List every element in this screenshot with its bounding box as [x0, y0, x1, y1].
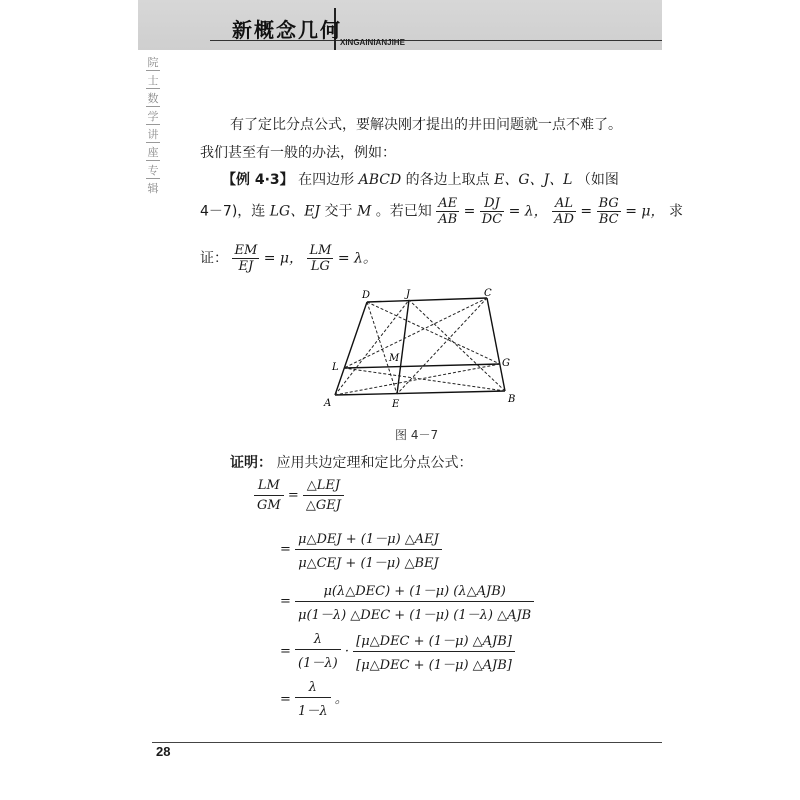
series-vertical-label — [146, 56, 160, 199]
series-char: 士 — [147, 74, 159, 87]
math-text: M — [356, 203, 372, 220]
label-b: B — [508, 394, 516, 405]
side-cd — [367, 298, 487, 302]
book-pinyin: XINGAINIANJIHE — [340, 38, 405, 47]
proof-intro: 应用共边定理和定比分点公式： — [276, 455, 473, 471]
fraction — [303, 478, 344, 513]
equals: = — [280, 692, 291, 707]
denominator: [μ△DEC + (1－μ) △AJB] — [356, 658, 512, 673]
math-text: LG、EJ — [269, 203, 321, 220]
text: 的各边上取点 — [405, 172, 490, 188]
proof-line-4 — [280, 630, 515, 673]
numerator: EM — [234, 243, 258, 258]
series-char: 辑 — [147, 182, 159, 195]
series-char: 学 — [147, 110, 159, 123]
numerator: LM — [254, 478, 284, 496]
series-char: 专 — [147, 164, 159, 177]
proof-line-2 — [280, 528, 442, 571]
math-text: = λ， — [508, 203, 548, 220]
label-d: D — [362, 290, 371, 301]
proof-line-1 — [254, 478, 344, 513]
fraction — [307, 243, 333, 274]
figure-caption: 图 4－7 — [395, 428, 439, 442]
fraction — [552, 196, 576, 227]
label-c: C — [484, 288, 492, 299]
period: 。 — [334, 692, 348, 707]
text: （如图 — [576, 172, 619, 188]
denominator: LG — [310, 259, 330, 274]
series-char: 院 — [147, 56, 159, 69]
denominator: EJ — [238, 259, 254, 274]
text: 求 — [668, 203, 683, 220]
fraction — [232, 243, 259, 274]
fraction — [295, 680, 331, 719]
numerator: BG — [598, 196, 619, 211]
fraction — [436, 196, 459, 227]
denominator: μ△CEJ + (1－μ) △BEJ — [298, 556, 439, 571]
math-text: = λ。 — [337, 250, 377, 267]
text: 交于 — [324, 203, 353, 220]
text: 4－7)，连 — [200, 203, 266, 220]
series-char: 数 — [147, 92, 159, 105]
denominator: DC — [481, 212, 503, 227]
equals: = — [280, 594, 291, 609]
fraction — [597, 196, 621, 227]
denominator: BC — [598, 212, 619, 227]
label-m: M — [389, 353, 400, 364]
paragraph-1: 有了定比分点公式，要解决刚才提出的井田问题就一点不难了。 — [230, 117, 622, 133]
footer-rule — [152, 742, 662, 743]
book-title: 新概念几何 — [232, 18, 342, 42]
paragraph-2: 我们甚至有一般的办法，例如： — [200, 145, 396, 161]
dashed-line — [335, 364, 500, 395]
denominator: AB — [438, 212, 458, 227]
series-char: 讲 — [147, 128, 159, 141]
fraction — [480, 196, 504, 227]
numerator: DJ — [480, 196, 504, 212]
line-ej — [397, 300, 409, 394]
denominator: μ(1－λ) △DEC + (1－μ) (1－λ) △AJB — [298, 608, 532, 623]
denominator: AD — [554, 212, 574, 227]
numerator: [μ△DEC + (1－μ) △AJB] — [353, 630, 515, 652]
series-char: 座 — [147, 146, 159, 159]
fraction — [295, 528, 442, 571]
numerator: λ — [295, 680, 331, 698]
equals: = — [280, 542, 291, 557]
dashed-line — [344, 368, 505, 391]
equals: = — [280, 644, 291, 659]
label-e: E — [392, 399, 400, 410]
numerator: LM — [309, 243, 332, 258]
label-l: L — [332, 362, 339, 373]
label-j: J — [406, 289, 411, 300]
math-text: ABCD — [358, 172, 402, 188]
dashed-line — [367, 302, 397, 394]
proof-line-5 — [280, 680, 348, 719]
math-text: E、G、J、L — [494, 172, 573, 188]
proof-line-3 — [280, 580, 534, 623]
text: 在四边形 — [298, 172, 355, 188]
proof-intro-line — [230, 452, 472, 472]
numerator: AE — [436, 196, 459, 212]
label-a: A — [324, 398, 332, 409]
label-g: G — [502, 358, 510, 369]
example-line-2: 4－7)，连 LG、EJ 交于 M 。若已知 $\frac{AE}{AB}$ = $\frac{DJ}{DC}$ = λ， $\frac{AL}{AD}$ = $\frac{BG}{BC}$ = μ， 求 — [200, 196, 683, 227]
dashed-line — [397, 298, 487, 394]
numerator: μ△DEJ + (1－μ) △AEJ — [295, 528, 442, 550]
fraction — [353, 630, 515, 673]
fraction — [254, 478, 284, 513]
dashed-line — [335, 300, 409, 395]
numerator: △LEJ — [303, 478, 344, 496]
proof-label: 证明： — [230, 455, 272, 471]
side-da — [335, 302, 367, 395]
fraction — [295, 580, 534, 623]
text: 证： — [200, 250, 228, 267]
math-text: = μ， — [625, 203, 665, 220]
page-number: 28 — [156, 744, 171, 759]
denominator: △GEJ — [305, 498, 341, 513]
equals: = — [287, 488, 299, 503]
text: 。若已知 — [375, 203, 432, 220]
denominator: GM — [257, 498, 281, 513]
numerator: μ(λ△DEC) + (1－μ) (λ△AJB) — [295, 580, 534, 602]
geometry-figure — [320, 288, 530, 413]
side-ab — [335, 391, 505, 395]
math-text: = μ， — [263, 250, 303, 267]
fraction — [295, 632, 341, 671]
denominator: (1－λ) — [298, 656, 338, 671]
numerator: λ — [295, 632, 341, 650]
dot-operator: · — [344, 644, 349, 659]
numerator: AL — [552, 196, 576, 212]
example-label: 【例 4·3】 — [222, 172, 294, 188]
example-line-3 — [200, 243, 377, 274]
example-line-1 — [222, 169, 619, 189]
denominator: 1－λ — [298, 704, 328, 719]
